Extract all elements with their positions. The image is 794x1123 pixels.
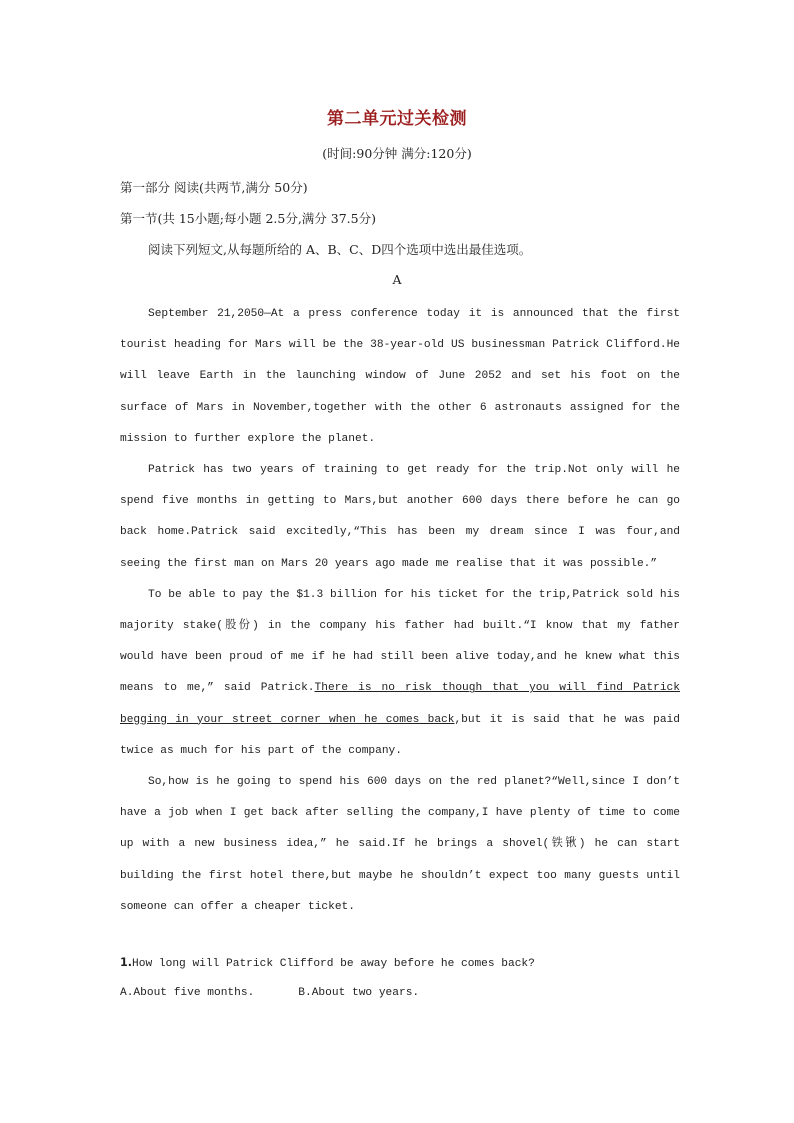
question-text: How long will Patrick Clifford be away before he comes back? [132, 958, 535, 970]
paragraph-2: Patrick has two years of training to get ready for the trip.Not only will he spend five months in getting to Mars,but another 600 days there before he can go back home.Patrick said excitedly,“This has been my dream since I was four,and seeing the first man on Mars 20 years ago made me realise that it was possible.” [120, 464, 680, 570]
option-b[interactable]: B.About two years. [298, 987, 420, 999]
passage-label: A [392, 272, 402, 287]
instruction-text: 阅读下列短文,从每题所给的 A、B、C、D四个选项中选出最佳选项。 [148, 242, 532, 257]
section-heading: 第一节(共 15小题;每小题 2.5分,满分 37.5分) [120, 211, 376, 226]
paragraph-4: So,how is he going to spend his 600 days on the red planet?“Well,since I don’t have a job when I get back after selling the company,I have plenty of time to come up with a new business idea,” he said.If he brings a shovel(铁锹) he can start building the first hotel there,but maybe he shouldn’t expect too many guests until someone can offer a cheaper ticket. [120, 776, 680, 913]
exam-meta: (时间:90分钟 满分:120分) [322, 146, 472, 161]
part-heading: 第一部分 阅读(共两节,满分 50分) [120, 180, 308, 195]
option-a[interactable]: A.About five months. [120, 987, 255, 999]
page-title: 第二单元过关检测 [327, 109, 467, 129]
paragraph-1: September 21,2050—At a press conference today it is announced that the first tourist heading for Mars will be the 38-year-old US businessman Patrick Clifford.He will leave Earth in the launching window of June 2052 and set his foot on the surface of Mars in November,together with the other 6 astronauts assigned for the mission to further explore the planet. [120, 308, 680, 445]
question-number: 1. [120, 956, 133, 969]
paragraph-3-part-a: To be able to pay the $1.3 billion for his ticket for the trip,Patrick sold his majority stake(股份) in the company his father had built.“I know that my father would have been proud of me if he had still been alive today,and he knew what this means to me,” said Patrick. [120, 588, 680, 695]
passage-body [120, 299, 680, 923]
paragraph-3-part-b: ,but it is said that he was paid twice as much for his part of the company. [120, 713, 680, 757]
question-1 [120, 956, 535, 970]
paragraph-3 [120, 580, 680, 767]
question-1-options [120, 987, 419, 999]
underlined-sentence: There is no risk though that you will find Patrick begging in your street corner when he comes back [120, 682, 680, 726]
